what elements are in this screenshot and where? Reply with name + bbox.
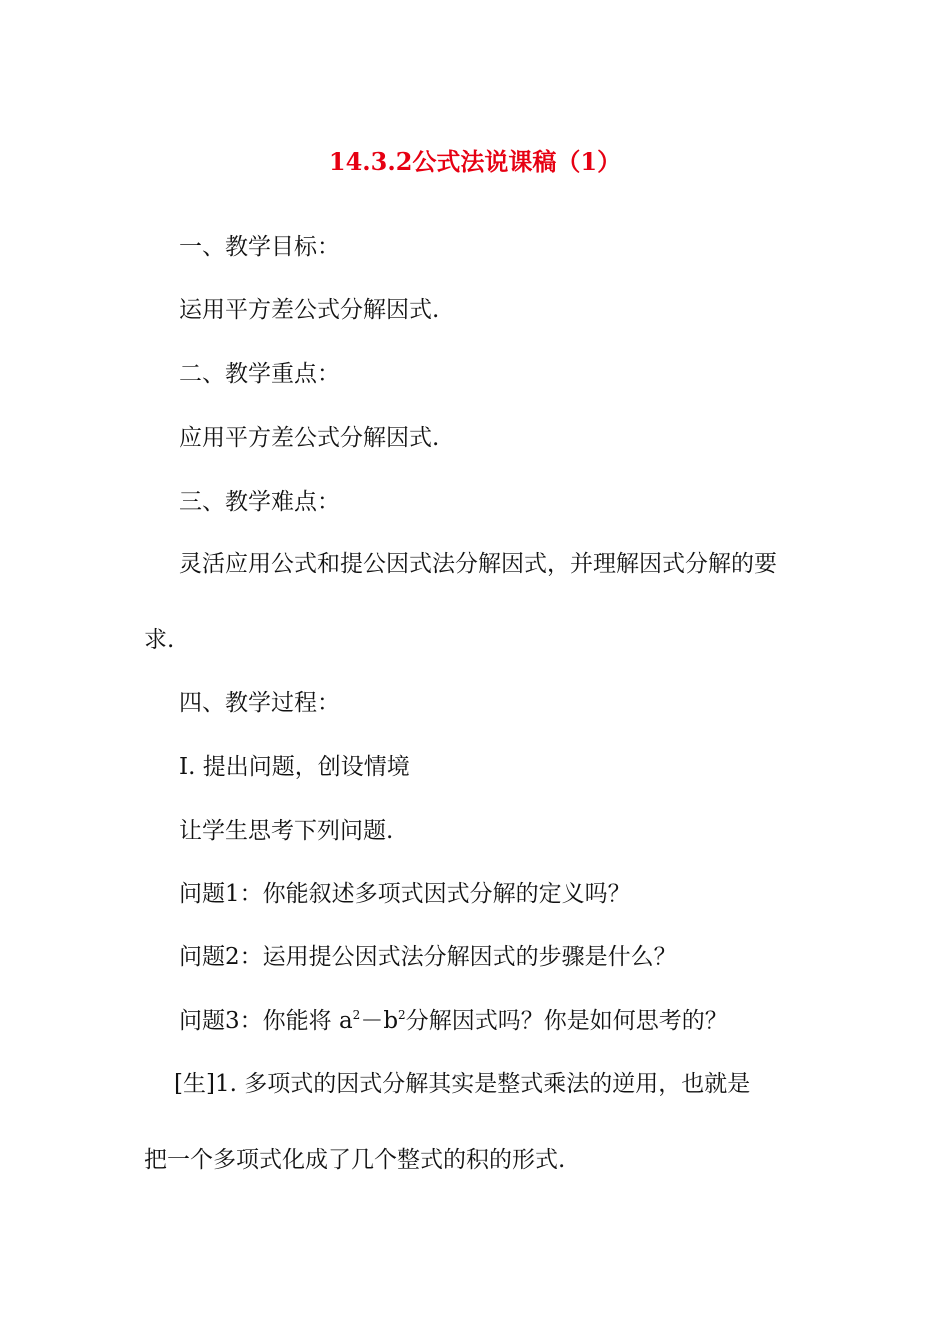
exponent: 2	[398, 1008, 406, 1022]
paragraph-continuation: 求.	[144, 627, 175, 653]
exponent: 2	[352, 1008, 361, 1022]
section-heading-difficulties: 三、教学难点：	[179, 489, 340, 515]
paragraph: 运用平方差公式分解因式.	[179, 297, 440, 323]
section-heading-key-points: 二、教学重点：	[179, 361, 340, 387]
paragraph: 让学生思考下列问题.	[179, 818, 394, 844]
student-answer-continuation: 把一个多项式化成了几个整式的积的形式.	[144, 1147, 566, 1173]
section-heading-objectives: 一、教学目标：	[179, 234, 340, 260]
section-heading-process: 四、教学过程：	[179, 690, 340, 716]
paragraph: 灵活应用公式和提公因式法分解因式，并理解因式分解的要	[179, 551, 777, 577]
question-3-mid: －b	[360, 1008, 399, 1034]
document-title: 14.3.2公式法说课稿（1）	[328, 147, 622, 176]
question-1: 问题1：你能叙述多项式因式分解的定义吗？	[179, 881, 631, 907]
question-2: 问题2：运用提公因式法分解因式的步骤是什么？	[179, 944, 677, 970]
question-3-suffix: 分解因式吗？你是如何思考的？	[405, 1008, 728, 1034]
student-answer: [生]1. 多项式的因式分解其实是整式乘法的逆用，也就是	[174, 1071, 751, 1097]
paragraph: 应用平方差公式分解因式.	[179, 425, 440, 451]
question-3-prefix: 问题3：你能将 a	[179, 1008, 353, 1034]
question-3	[179, 1004, 728, 1038]
subsection-heading: Ⅰ. 提出问题，创设情境	[179, 754, 410, 780]
